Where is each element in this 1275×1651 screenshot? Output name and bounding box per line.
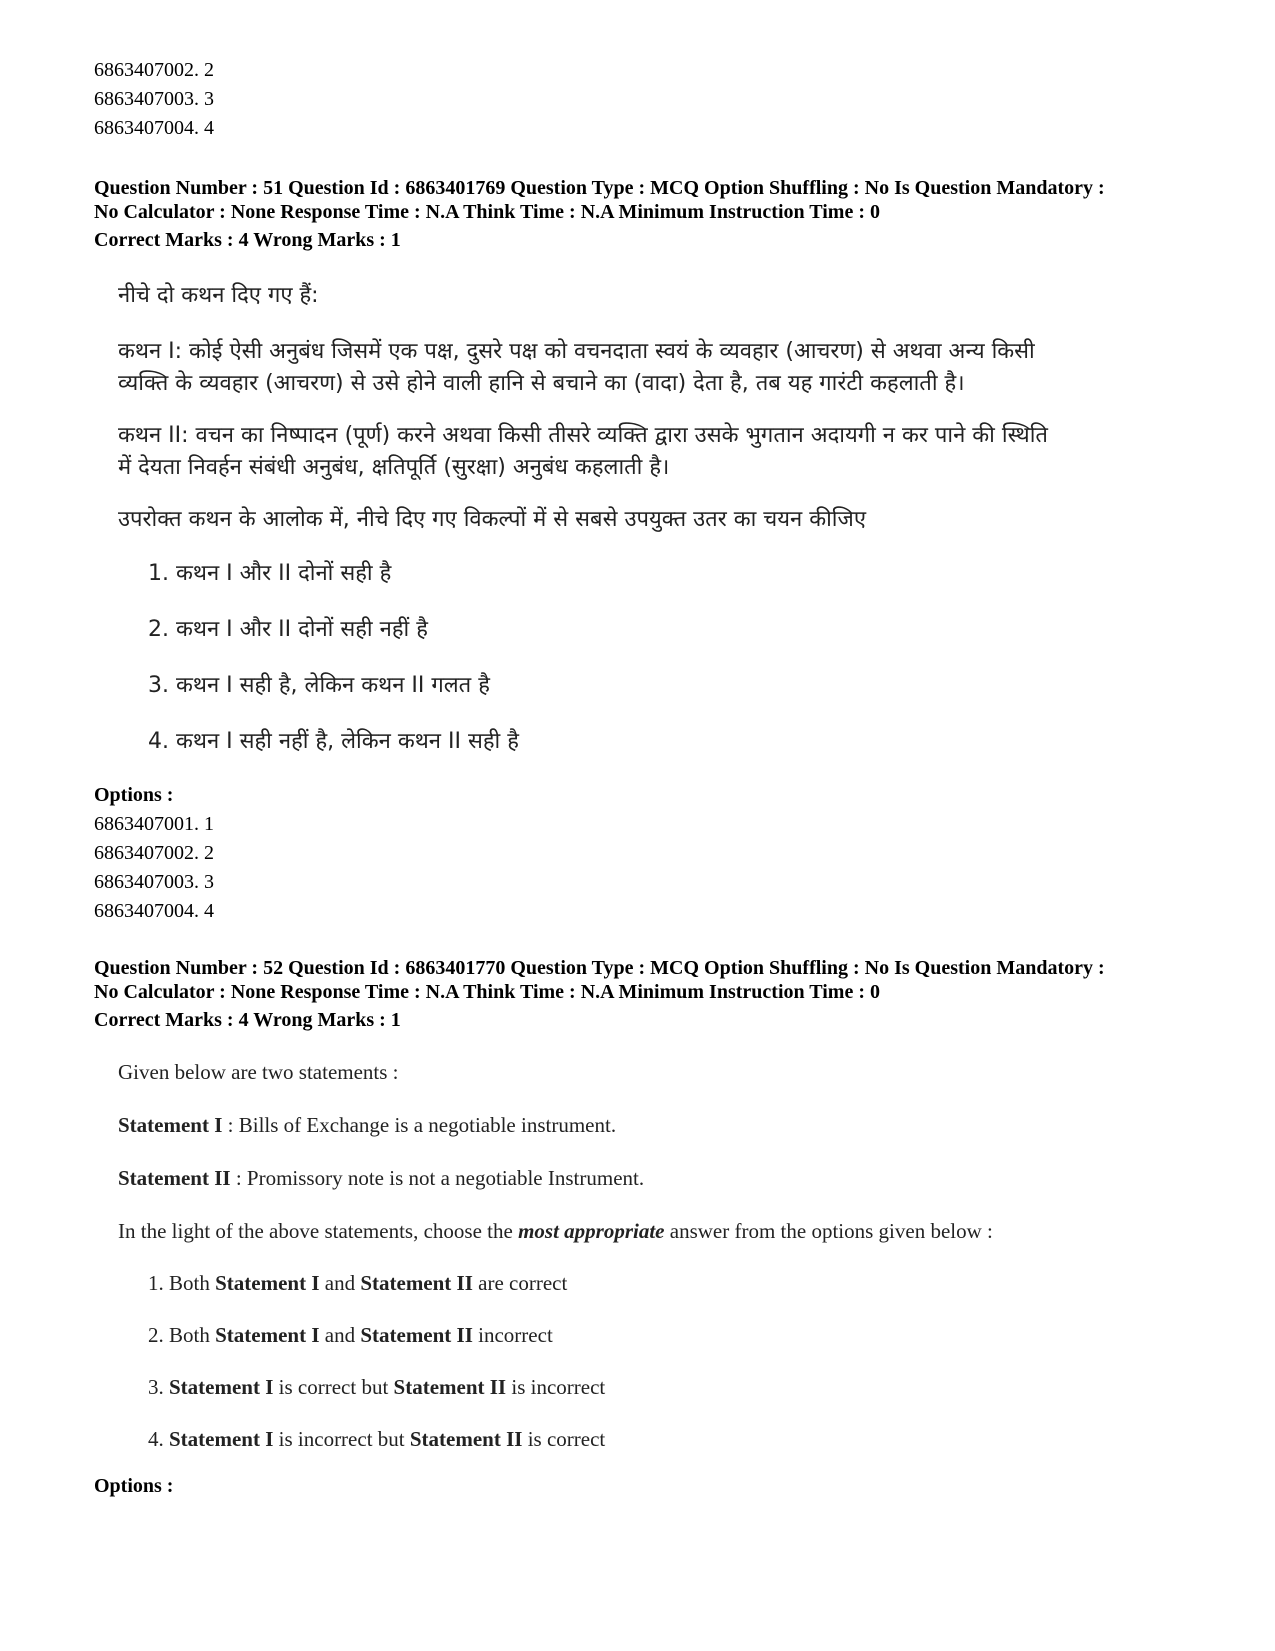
q52-question-pre: In the light of the above statements, choose the: [118, 1219, 519, 1243]
q51-statement2-line2: में देयता निवर्हन संबंधी अनुबंध, क्षतिपूर्ति (सुरक्षा) अनुबंध कहलाती है।: [118, 455, 670, 480]
q52-meta-line1: Question Number : 52 Question Id : 6863401770 Question Type : MCQ Option Shuffling : No Is Question Mandatory :: [94, 957, 1105, 979]
choice-text: incorrect: [472, 1323, 553, 1347]
q51-header: [94, 176, 1215, 252]
q51-statement1-line2: व्यक्ति के व्यवहार (आचरण) से उसे होने वाली हानि से बचाने का (वादा) देता है, तब यह गारंटी कहलाती है।: [118, 371, 965, 396]
choice-text: 4.: [148, 1427, 169, 1451]
q52-statement2-label: Statement II: [118, 1166, 231, 1190]
option-line: 6863407003. 3: [94, 88, 214, 110]
choice-text: is incorrect but: [273, 1427, 410, 1451]
option-line: 6863407002. 2: [94, 59, 214, 81]
q51-choice-2: 2. कथन I और II दोनों सही नहीं है: [148, 617, 428, 642]
q52-statement1-label: Statement I: [118, 1113, 223, 1137]
choice-text: and: [319, 1271, 361, 1295]
choice-stmt-i: Statement I: [215, 1271, 320, 1295]
choice-stmt-i: Statement I: [215, 1323, 320, 1347]
q52-options: [94, 1472, 1215, 1501]
q51-meta-line1: Question Number : 51 Question Id : 6863401769 Question Type : MCQ Option Shuffling : No Is Question Mandatory :: [94, 177, 1105, 199]
q51-choice-3: 3. कथन I सही है, लेकिन कथन II गलत है: [148, 673, 490, 698]
option-line: 6863407002. 2: [94, 842, 214, 864]
q52-question-text: [118, 1217, 1215, 1245]
q52-choice-3: [148, 1373, 1215, 1401]
choice-text: is incorrect: [506, 1375, 606, 1399]
q52-header: [94, 956, 1215, 1032]
q52-intro: Given below are two statements :: [118, 1060, 399, 1084]
choice-text: is correct but: [273, 1375, 394, 1399]
q52-choice-1: [148, 1269, 1215, 1297]
choice-stmt-ii: Statement II: [360, 1323, 473, 1347]
choice-stmt-i: Statement I: [169, 1375, 274, 1399]
q51-statement2-line1: कथन II: वचन का निष्पादन (पूर्ण) करने अथवा किसी तीसरे व्यक्ति द्वारा उसके भुगतान अदायगी न कर पाने की स्थिति: [118, 423, 1048, 448]
choice-stmt-ii: Statement II: [360, 1271, 473, 1295]
q51-choice-1: 1. कथन I और II दोनों सही है: [148, 561, 392, 586]
option-line: 6863407003. 3: [94, 871, 214, 893]
q52-statement2-text: : Promissory note is not a negotiable Instrument.: [230, 1166, 645, 1190]
q51-choice-4: 4. कथन I सही नहीं है, लेकिन कथन II सही है: [148, 729, 519, 754]
q52-meta-line2: No Calculator : None Response Time : N.A Think Time : N.A Minimum Instruction Time : 0: [94, 981, 880, 1003]
q51-question-text: उपरोक्त कथन के आलोक में, नीचे दिए गए विकल्पों में से सबसे उपयुक्त उतर का चयन कीजिए: [118, 507, 866, 532]
choice-text: are correct: [472, 1271, 568, 1295]
q52-statement1-text: : Bills of Exchange is a negotiable instrument.: [222, 1113, 617, 1137]
previous-options: [94, 56, 1215, 143]
q52-choice-2: [148, 1321, 1215, 1349]
choice-text: 1. Both: [148, 1271, 216, 1295]
q52-options-label: Options :: [94, 1475, 174, 1497]
q51-question-body: [118, 280, 1215, 758]
choice-text: 2. Both: [148, 1323, 216, 1347]
q51-options: [94, 781, 1215, 926]
q52-question-emphasis: most appropriate: [518, 1219, 665, 1243]
option-line: 6863407004. 4: [94, 900, 214, 922]
choice-stmt-i: Statement I: [169, 1427, 274, 1451]
choice-text: is correct: [522, 1427, 606, 1451]
q52-marks: Correct Marks : 4 Wrong Marks : 1: [94, 1009, 401, 1031]
q51-meta-line2: No Calculator : None Response Time : N.A Think Time : N.A Minimum Instruction Time : 0: [94, 201, 880, 223]
q51-marks: Correct Marks : 4 Wrong Marks : 1: [94, 229, 401, 251]
q52-statement2: [118, 1164, 1215, 1192]
option-line: 6863407001. 1: [94, 813, 214, 835]
choice-stmt-ii: Statement II: [393, 1375, 507, 1399]
choice-text: and: [319, 1323, 361, 1347]
q51-options-label: Options :: [94, 784, 174, 806]
option-line: 6863407004. 4: [94, 117, 214, 139]
q52-statement1: [118, 1111, 1215, 1139]
q52-question-post: answer from the options given below :: [664, 1219, 993, 1243]
q52-choice-4: [148, 1425, 1215, 1453]
choice-stmt-ii: Statement II: [409, 1427, 523, 1451]
choice-text: 3.: [148, 1375, 169, 1399]
q52-question-body: [118, 1058, 1215, 1453]
q51-statement1-line1: कथन I: कोई ऐसी अनुबंध जिसमें एक पक्ष, दुसरे पक्ष को वचनदाता स्वयं के व्यवहार (आचरण) से अथवा अन्य किसी: [118, 339, 1035, 364]
q51-intro: नीचे दो कथन दिए गए हैं:: [118, 283, 319, 308]
